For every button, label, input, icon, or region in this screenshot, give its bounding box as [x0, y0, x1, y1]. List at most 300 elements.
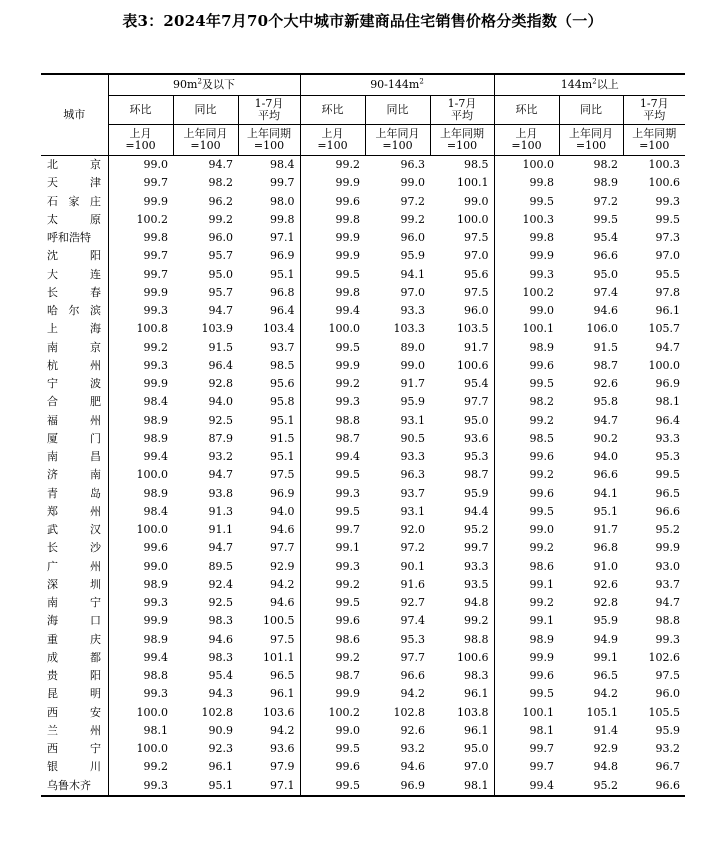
index-value: 96.0	[655, 687, 680, 701]
col-base-ytd-avg	[623, 125, 685, 156]
city-char: 州	[90, 504, 101, 518]
index-value: 99.8	[270, 212, 295, 226]
index-value: 96.1	[464, 723, 489, 737]
city-name	[41, 357, 108, 375]
index-value: 96.6	[593, 249, 618, 263]
index-value: 100.0	[108, 740, 173, 758]
index-value: 96.1	[464, 687, 489, 701]
index-value: 99.2	[300, 576, 365, 594]
index-value: 99.5	[300, 266, 365, 284]
col-header-ytd-avg	[430, 96, 494, 125]
index-value: 92.5	[208, 413, 233, 427]
index-value: 95.7	[208, 285, 233, 299]
index-value: 91.3	[208, 504, 233, 518]
index-value: 98.9	[593, 176, 618, 190]
index-value: 95.6	[270, 377, 295, 391]
city-char: 原	[90, 212, 101, 226]
city-char: 南	[47, 340, 58, 354]
index-value: 91.1	[208, 523, 233, 537]
city-char: 南	[90, 468, 101, 482]
index-value: 97.5	[270, 468, 295, 482]
city-char: 尔	[68, 304, 80, 318]
index-value: 98.8	[300, 412, 365, 430]
col-header-mom	[300, 96, 365, 125]
index-value: 95.3	[464, 450, 489, 464]
index-value: 95.5	[655, 267, 680, 281]
index-value: 95.3	[655, 450, 680, 464]
table-row	[41, 503, 685, 521]
index-value: 89.5	[208, 559, 233, 573]
index-value: 97.4	[593, 285, 618, 299]
index-value: 96.2	[208, 194, 233, 208]
index-value: 99.9	[108, 193, 173, 211]
index-value: 97.8	[655, 285, 680, 299]
index-value: 92.6	[400, 723, 425, 737]
index-value: 94.0	[270, 504, 295, 518]
table-title: 表3：2024年7月70个大中城市新建商品住宅销售价格分类指数（一）	[122, 12, 603, 30]
city-name	[41, 704, 108, 722]
index-value: 100.0	[108, 521, 173, 539]
index-value: 93.3	[464, 559, 489, 573]
index-value: 99.0	[108, 156, 173, 175]
index-value: 99.3	[108, 594, 173, 612]
index-value: 98.7	[300, 667, 365, 685]
index-value: 99.5	[655, 468, 680, 482]
index-value: 93.3	[400, 304, 425, 318]
table-row	[41, 667, 685, 685]
index-value: 97.7	[270, 541, 295, 555]
city-char: 上	[47, 322, 58, 336]
index-value: 98.5	[464, 158, 489, 172]
index-value: 95.6	[464, 267, 489, 281]
city-column-header: 城市	[41, 74, 108, 156]
index-value: 98.6	[494, 558, 559, 576]
col-base-yoy	[365, 125, 430, 156]
index-value: 99.5	[494, 193, 559, 211]
index-value: 99.0	[400, 176, 425, 190]
index-value: 99.2	[208, 212, 233, 226]
index-value: 100.1	[494, 704, 559, 722]
index-value: 99.7	[464, 541, 489, 555]
index-value: 99.5	[300, 503, 365, 521]
city-char: 肥	[90, 395, 101, 409]
city-char: 庆	[90, 632, 101, 646]
index-value: 103.9	[201, 322, 233, 336]
index-value: 91.7	[400, 377, 425, 391]
index-value: 99.6	[300, 193, 365, 211]
col-header-line1: 1-7月	[254, 97, 284, 110]
table-row	[41, 649, 685, 667]
index-value: 100.6	[457, 358, 489, 372]
index-value: 93.6	[270, 742, 295, 756]
index-value: 98.9	[108, 485, 173, 503]
base-period-label: 上年同月	[569, 127, 613, 140]
city-char: 银	[47, 760, 58, 774]
city-char: 青	[47, 486, 58, 500]
index-value: 95.2	[559, 777, 623, 796]
index-value: 96.9	[270, 249, 295, 263]
index-value: 95.4	[208, 669, 233, 683]
city-name	[41, 393, 108, 411]
city-name	[41, 503, 108, 521]
index-value: 99.2	[494, 466, 559, 484]
base-value-label: =100	[446, 139, 478, 152]
city-char: 明	[90, 687, 101, 701]
city-char: 济	[47, 468, 58, 482]
index-value: 99.1	[494, 576, 559, 594]
table-header	[41, 74, 685, 156]
index-value: 98.7	[300, 430, 365, 448]
index-value: 99.0	[400, 358, 425, 372]
city-char: 郑	[47, 504, 58, 518]
col-header-line1: 环比	[321, 103, 344, 116]
index-value: 94.7	[208, 304, 233, 318]
table-row	[41, 430, 685, 448]
city-char: 成	[47, 650, 58, 664]
city-char: 阳	[90, 249, 101, 263]
index-value: 103.3	[393, 322, 425, 336]
city-name	[41, 284, 108, 302]
index-value: 99.2	[400, 212, 425, 226]
city-char: 武	[47, 523, 58, 537]
index-value: 94.0	[593, 450, 618, 464]
table-body	[41, 156, 685, 796]
city-name	[41, 156, 108, 175]
index-value: 97.3	[655, 231, 680, 245]
col-base-mom	[108, 125, 173, 156]
index-value: 95.7	[208, 249, 233, 263]
index-value: 99.3	[108, 302, 173, 320]
index-value: 100.0	[494, 156, 559, 175]
city-char: 南	[47, 450, 58, 464]
index-value: 105.5	[648, 705, 680, 719]
index-value: 99.4	[494, 777, 559, 796]
index-value: 91.6	[400, 577, 425, 591]
city-name	[41, 448, 108, 466]
index-value: 96.0	[400, 231, 425, 245]
index-value: 100.2	[300, 704, 365, 722]
col-base-ytd-avg	[430, 125, 494, 156]
index-value: 95.0	[464, 742, 489, 756]
index-value: 98.5	[270, 358, 295, 372]
index-value: 89.0	[400, 340, 425, 354]
index-value: 99.2	[300, 375, 365, 393]
city-char: 岛	[90, 486, 101, 500]
index-value: 94.7	[208, 541, 233, 555]
table-row	[41, 357, 685, 375]
index-value: 99.0	[494, 521, 559, 539]
city-name	[41, 247, 108, 265]
index-value: 96.5	[270, 669, 295, 683]
table-row	[41, 466, 685, 484]
index-value: 99.9	[300, 174, 365, 192]
index-value: 99.2	[108, 758, 173, 776]
city-char: 兰	[47, 723, 58, 737]
index-value: 96.5	[655, 486, 680, 500]
index-value: 98.3	[208, 650, 233, 664]
index-value: 94.7	[208, 468, 233, 482]
index-value: 95.2	[655, 523, 680, 537]
index-value: 87.9	[208, 431, 233, 445]
index-value: 91.5	[270, 431, 295, 445]
city-name	[41, 758, 108, 776]
index-value: 99.4	[108, 448, 173, 466]
city-char: 连	[90, 267, 101, 281]
index-value: 96.1	[208, 760, 233, 774]
city-char: 哈	[47, 304, 58, 318]
index-value: 96.4	[208, 358, 233, 372]
index-value: 93.3	[655, 431, 680, 445]
index-value: 96.1	[270, 687, 295, 701]
index-value: 93.2	[208, 450, 233, 464]
city-name	[41, 466, 108, 484]
index-value: 94.1	[400, 267, 425, 281]
index-value: 93.2	[655, 742, 680, 756]
index-value: 96.6	[623, 777, 685, 796]
index-value: 103.8	[457, 705, 489, 719]
base-value-label: =100	[511, 139, 542, 152]
index-value: 94.7	[593, 413, 618, 427]
table-row	[41, 777, 685, 796]
col-header-line1: 1-7月	[639, 97, 669, 110]
index-value: 95.9	[400, 249, 425, 263]
index-value: 97.7	[400, 650, 425, 664]
index-value: 99.3	[300, 558, 365, 576]
city-char: 福	[47, 413, 58, 427]
index-value: 99.1	[593, 650, 618, 664]
index-value: 99.6	[300, 758, 365, 776]
index-value: 99.5	[300, 740, 365, 758]
index-value: 99.5	[300, 339, 365, 357]
group-header-under-90: $90m^2$及以下	[108, 74, 300, 96]
city-char: 海	[90, 322, 101, 336]
index-value: 99.8	[494, 229, 559, 247]
base-period-label: 上年同期	[632, 127, 677, 140]
city-name	[41, 193, 108, 211]
base-value-label: =100	[575, 139, 607, 152]
index-value: 97.5	[270, 632, 295, 646]
index-value: 99.3	[108, 685, 173, 703]
table-row	[41, 539, 685, 557]
index-value: 97.1	[270, 231, 295, 245]
index-value: 98.9	[494, 339, 559, 357]
table-row	[41, 412, 685, 430]
city-char: 乌鲁木齐	[47, 778, 91, 792]
index-value: 98.4	[270, 158, 295, 172]
index-value: 99.3	[300, 485, 365, 503]
base-value-label: =100	[317, 139, 348, 152]
index-value: 102.8	[201, 705, 233, 719]
table-row	[41, 576, 685, 594]
index-value: 95.1	[270, 413, 295, 427]
city-char: 天	[47, 176, 58, 190]
index-value: 100.3	[494, 211, 559, 229]
city-char: 大	[47, 267, 58, 281]
city-char: 京	[90, 158, 101, 172]
index-value: 99.1	[300, 539, 365, 557]
city-char: 口	[90, 614, 101, 628]
base-period-label: 上月	[321, 127, 344, 140]
city-name	[41, 777, 108, 796]
index-value: 99.2	[108, 339, 173, 357]
index-value: 99.7	[108, 266, 173, 284]
index-value: 93.2	[400, 742, 425, 756]
table-row	[41, 229, 685, 247]
index-value: 94.2	[270, 577, 295, 591]
index-value: 94.2	[400, 687, 425, 701]
index-value: 99.7	[108, 174, 173, 192]
index-value: 99.9	[300, 357, 365, 375]
city-char: 州	[90, 413, 101, 427]
table-row	[41, 448, 685, 466]
index-value: 99.8	[300, 284, 365, 302]
index-value: 95.1	[593, 504, 618, 518]
index-value: 99.3	[655, 632, 680, 646]
index-value: 98.9	[108, 430, 173, 448]
city-name	[41, 594, 108, 612]
city-char: 广	[47, 559, 58, 573]
col-header-line1: 环比	[129, 103, 152, 116]
index-value: 96.9	[655, 377, 680, 391]
base-value-label: =100	[382, 139, 413, 152]
index-value: 94.6	[400, 760, 425, 774]
city-name	[41, 539, 108, 557]
index-value: 97.0	[464, 760, 489, 774]
index-value: 100.2	[494, 284, 559, 302]
index-value: 95.3	[400, 632, 425, 646]
group-header-over-144: $144m^2$以上	[494, 74, 685, 96]
index-value: 96.9	[270, 486, 295, 500]
index-value: 99.2	[494, 594, 559, 612]
index-value: 100.5	[263, 614, 295, 628]
index-value: 92.6	[593, 377, 618, 391]
index-value: 98.0	[270, 194, 295, 208]
index-value: 99.6	[300, 612, 365, 630]
city-name	[41, 558, 108, 576]
index-value: 95.9	[593, 614, 618, 628]
index-value: 95.9	[400, 395, 425, 409]
index-value: 99.0	[108, 558, 173, 576]
price-index-table	[41, 73, 685, 797]
index-value: 97.5	[464, 231, 489, 245]
table-row	[41, 302, 685, 320]
col-header-yoy	[559, 96, 623, 125]
index-value: 98.7	[464, 468, 489, 482]
index-value: 98.1	[494, 722, 559, 740]
city-char: 京	[90, 340, 101, 354]
index-value: 92.3	[208, 742, 233, 756]
index-value: 98.4	[108, 503, 173, 521]
index-value: 99.2	[300, 649, 365, 667]
index-value: 93.8	[208, 486, 233, 500]
table-row	[41, 631, 685, 649]
city-name	[41, 521, 108, 539]
col-base-ytd-avg	[238, 125, 300, 156]
city-char: 州	[90, 723, 101, 737]
index-value: 97.5	[464, 285, 489, 299]
index-value: 96.5	[593, 669, 618, 683]
table-row	[41, 174, 685, 192]
city-char: 滨	[90, 304, 101, 318]
index-value: 96.6	[400, 669, 425, 683]
index-value: 94.1	[593, 486, 618, 500]
index-value: 90.5	[400, 431, 425, 445]
index-value: 96.1	[655, 304, 680, 318]
index-value: 99.9	[108, 284, 173, 302]
city-char: 圳	[90, 577, 101, 591]
index-value: 99.6	[494, 448, 559, 466]
col-header-ytd-avg	[238, 96, 300, 125]
index-value: 99.7	[494, 740, 559, 758]
col-header-line2: 平均	[451, 109, 473, 122]
index-value: 98.2	[208, 176, 233, 190]
index-value: 92.6	[593, 577, 618, 591]
index-value: 96.8	[270, 285, 295, 299]
index-value: 93.6	[464, 431, 489, 445]
index-value: 93.7	[400, 486, 425, 500]
index-value: 92.7	[400, 596, 425, 610]
index-value: 98.1	[430, 777, 494, 796]
index-value: 99.3	[300, 393, 365, 411]
table-row	[41, 156, 685, 175]
city-char: 北	[47, 158, 58, 172]
index-value: 99.9	[300, 685, 365, 703]
index-value: 95.8	[593, 395, 618, 409]
col-header-yoy	[173, 96, 238, 125]
index-value: 99.5	[494, 503, 559, 521]
index-value: 100.6	[648, 176, 680, 190]
col-base-mom	[494, 125, 559, 156]
table-row	[41, 685, 685, 703]
index-value: 95.9	[655, 723, 680, 737]
city-char: 深	[47, 577, 58, 591]
index-value: 99.2	[494, 412, 559, 430]
table-row	[41, 722, 685, 740]
index-value: 103.4	[263, 322, 295, 336]
index-value: 99.7	[108, 247, 173, 265]
index-value: 99.4	[300, 448, 365, 466]
city-char: 长	[47, 541, 58, 555]
index-value: 97.0	[655, 249, 680, 263]
index-value: 99.2	[464, 614, 489, 628]
table-row	[41, 375, 685, 393]
index-value: 95.8	[270, 395, 295, 409]
index-value: 91.5	[208, 340, 233, 354]
city-char: 沈	[47, 249, 58, 263]
index-value: 90.1	[400, 559, 425, 573]
table-row	[41, 594, 685, 612]
base-period-label: 上月	[515, 127, 538, 140]
base-period-label: 上年同月	[183, 127, 228, 140]
index-value: 94.2	[270, 723, 295, 737]
city-char: 宁	[90, 596, 101, 610]
index-value: 99.7	[494, 758, 559, 776]
city-char: 家	[68, 194, 80, 208]
index-value: 99.3	[108, 357, 173, 375]
index-value: 99.9	[300, 247, 365, 265]
col-header-line1: 1-7月	[447, 97, 477, 110]
city-name	[41, 339, 108, 357]
index-value: 91.0	[593, 559, 618, 573]
index-value: 96.0	[464, 304, 489, 318]
index-value: 96.0	[208, 231, 233, 245]
group-header-90-144: $90-144m^2$	[300, 74, 494, 96]
city-char: 津	[90, 176, 101, 190]
index-value: 94.7	[655, 340, 680, 354]
index-value: 94.3	[208, 687, 233, 701]
base-value-label: =100	[639, 139, 670, 152]
city-name	[41, 211, 108, 229]
